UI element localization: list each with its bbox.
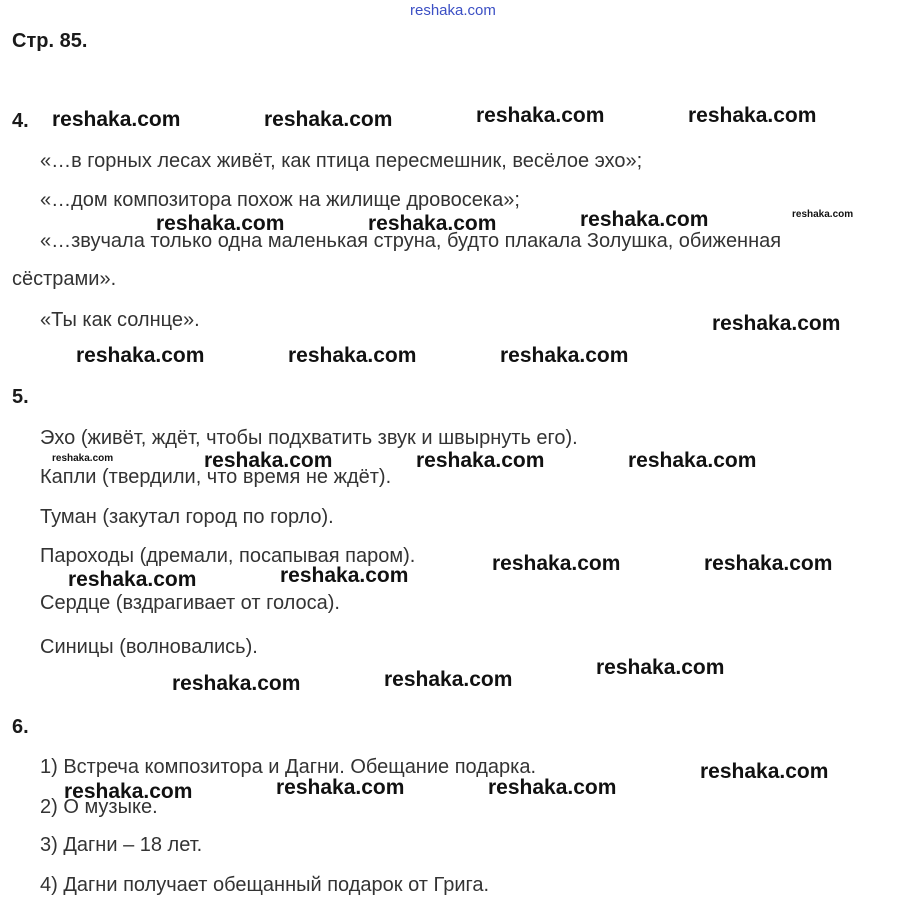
watermark: reshaka.com: [76, 344, 205, 367]
site-link[interactable]: reshaka.com: [410, 2, 496, 19]
watermark: reshaka.com: [500, 344, 629, 367]
exercise-5-line-5: Сердце (вздрагивает от голоса).: [40, 592, 340, 614]
watermark: reshaka.com: [688, 104, 817, 127]
exercise-6-line-4: 4) Дагни получает обещанный подарок от Грига.: [40, 874, 490, 896]
watermark: reshaka.com: [156, 212, 285, 235]
exercise-4-line-4: сёстрами».: [12, 268, 117, 290]
exercise-5-line-6: Синицы (волновались).: [40, 636, 258, 658]
watermark: reshaka.com: [368, 212, 497, 235]
exercise-6-line-1: 1) Встреча композитора и Дагни. Обещание подарка.: [40, 756, 537, 778]
exercise-5-line-1: Эхо (живёт, ждёт, чтобы подхватить звук и швырнуть его).: [40, 427, 578, 449]
watermark: reshaka.com: [628, 449, 757, 472]
watermark: reshaka.com: [700, 760, 829, 783]
exercise-4-line-3: «…звучала только одна маленькая струна, будто плакала Золушка, обиженная: [40, 230, 782, 252]
watermark: reshaka.com: [384, 668, 513, 691]
watermark: reshaka.com: [204, 449, 333, 472]
exercise-5-number: 5.: [12, 386, 29, 408]
watermark: reshaka.com: [52, 453, 114, 464]
watermark: reshaka.com: [488, 776, 617, 799]
watermark: reshaka.com: [52, 108, 181, 131]
watermark: reshaka.com: [276, 776, 405, 799]
exercise-4-line-5: «Ты как солнце».: [40, 309, 200, 331]
exercise-5-line-2: Капли (твердили, что время не ждёт).: [40, 466, 392, 488]
watermark: reshaka.com: [416, 449, 545, 472]
exercise-6-number: 6.: [12, 716, 29, 738]
exercise-5-line-4: Пароходы (дремали, посапывая паром).: [40, 545, 416, 567]
watermark: reshaka.com: [476, 104, 605, 127]
watermark: reshaka.com: [64, 780, 193, 803]
watermark: reshaka.com: [264, 108, 393, 131]
watermark: reshaka.com: [712, 312, 841, 335]
exercise-6-line-3: 3) Дагни – 18 лет.: [40, 834, 203, 856]
watermark: reshaka.com: [580, 208, 709, 231]
watermark: reshaka.com: [288, 344, 417, 367]
exercise-5-line-3: Туман (закутал город по горло).: [40, 506, 334, 528]
exercise-4-number: 4.: [12, 110, 29, 132]
exercise-4-line-1: «…в горных лесах живёт, как птица пересмешник, весёлое эхо»;: [40, 150, 643, 172]
exercise-6-line-2: 2) О музыке.: [40, 796, 158, 818]
watermark: reshaka.com: [704, 552, 833, 575]
watermark: reshaka.com: [172, 672, 301, 695]
watermark: reshaka.com: [792, 209, 854, 220]
watermark: reshaka.com: [280, 564, 409, 587]
watermark: reshaka.com: [68, 568, 197, 591]
watermark: reshaka.com: [596, 656, 725, 679]
page-header: Стр. 85.: [12, 30, 88, 52]
exercise-4-line-2: «…дом композитора похож на жилище дровосека»;: [40, 189, 520, 211]
watermark: reshaka.com: [492, 552, 621, 575]
